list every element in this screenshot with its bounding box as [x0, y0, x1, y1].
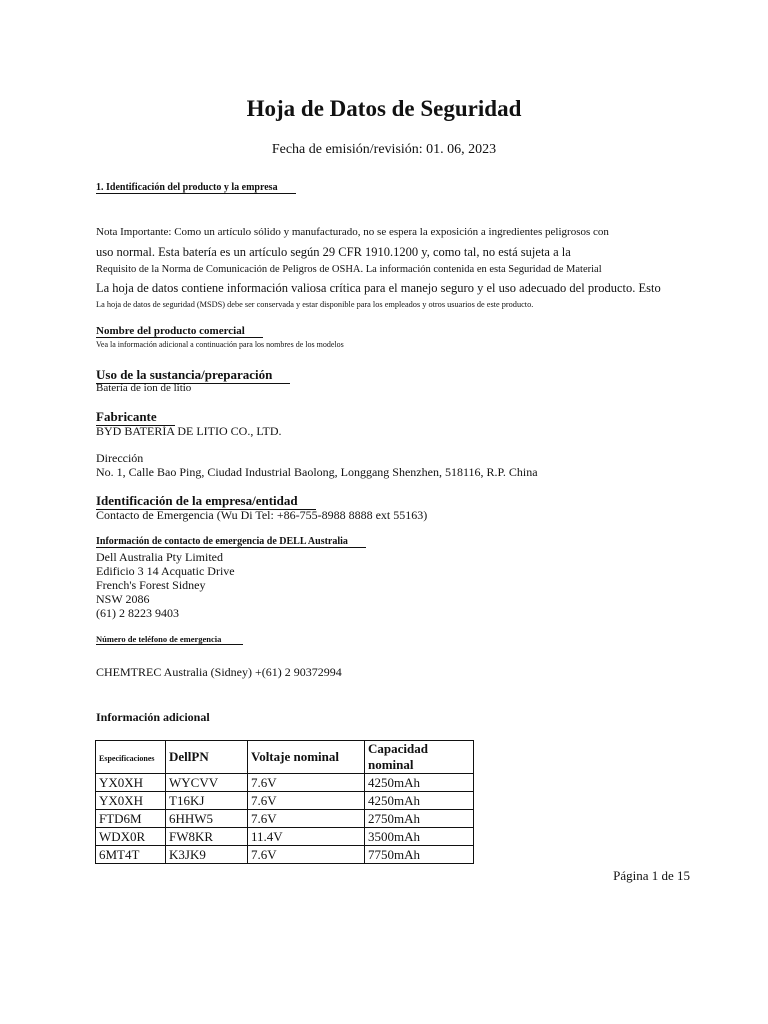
dell-contact-heading: Información de contacto de emergencia de DELL Australia	[96, 536, 366, 548]
dell-contact-line: Edificio 3 14 Acquatic Drive	[96, 564, 235, 578]
table-cell: 7.6V	[248, 846, 365, 864]
table-cell: 4250mAh	[365, 792, 474, 810]
table-row	[96, 828, 474, 846]
table-cell: FW8KR	[166, 828, 248, 846]
table-header: DellPN	[166, 741, 248, 774]
table-row	[96, 774, 474, 792]
additional-info-heading: Información adicional	[96, 710, 210, 724]
section-1-heading: 1. Identificación del producto y la empresa	[96, 182, 296, 194]
table-cell: T16KJ	[166, 792, 248, 810]
table-cell: 7.6V	[248, 792, 365, 810]
manufacturer-name: BYD BATERÍA DE LITIO CO., LTD.	[96, 424, 282, 438]
table-cell: WDX0R	[96, 828, 166, 846]
specifications-table	[95, 740, 474, 864]
address-label: Dirección	[96, 451, 144, 465]
table-row	[96, 810, 474, 828]
product-name-heading: Nombre del producto comercial	[96, 325, 263, 338]
table-cell: K3JK9	[166, 846, 248, 864]
use-heading: Uso de la sustancia/preparación	[96, 367, 290, 384]
dell-contact-line: Dell Australia Pty Limited	[96, 550, 223, 564]
table-cell: 3500mAh	[365, 828, 474, 846]
use-text: Batería de ion de litio	[96, 382, 192, 394]
table-cell: YX0XH	[96, 774, 166, 792]
emergency-phone-heading: Número de teléfono de emergencia	[96, 634, 243, 645]
note-line-1: Nota Importante: Como un artículo sólido y manufacturado, no se espera la exposición a ingredientes peligrosos con	[96, 226, 609, 238]
issue-date: Fecha de emisión/revisión: 01. 06, 2023	[271, 142, 497, 157]
dell-contact-line: French's Forest Sidney	[96, 578, 206, 592]
table-cell: 4250mAh	[365, 774, 474, 792]
document-title: Hoja de Datos de Seguridad	[246, 96, 522, 121]
table-header: Capacidad nominal	[365, 741, 474, 774]
table-row	[96, 846, 474, 864]
manufacturer-heading: Fabricante	[96, 409, 175, 426]
table-cell: 7750mAh	[365, 846, 474, 864]
dell-contact-line: NSW 2086	[96, 592, 150, 606]
table-header: Voltaje nominal	[248, 741, 365, 774]
product-name-text: Vea la información adicional a continuación para los nombres de los modelos	[96, 340, 344, 349]
emergency-phone-text: CHEMTREC Australia (Sidney) +(61) 2 90372994	[96, 665, 342, 679]
table-cell: 2750mAh	[365, 810, 474, 828]
table-cell: 7.6V	[248, 810, 365, 828]
table-cell: WYCVV	[166, 774, 248, 792]
note-line-4: La hoja de datos contiene información valiosa crítica para el manejo seguro y el uso adecuado del producto. Esto	[96, 281, 661, 295]
table-header: Especificaciones	[96, 741, 166, 774]
table-row	[96, 792, 474, 810]
table-cell: 11.4V	[248, 828, 365, 846]
note-line-2: uso normal. Esta batería es un artículo según 29 CFR 1910.1200 y, como tal, no está sujeta a la	[96, 245, 571, 259]
dell-contact-line: (61) 2 8223 9403	[96, 606, 179, 620]
manufacturer-address: No. 1, Calle Bao Ping, Ciudad Industrial Baolong, Longgang Shenzhen, 518116, R.P. China	[96, 465, 538, 479]
table-cell: FTD6M	[96, 810, 166, 828]
note-line-5: La hoja de datos de seguridad (MSDS) debe ser conservada y estar disponible para los empleados y otros usuarios de este producto.	[96, 300, 534, 309]
page-number: Página 1 de 15	[613, 868, 690, 883]
table-cell: YX0XH	[96, 792, 166, 810]
note-line-3: Requisito de la Norma de Comunicación de Peligros de OSHA. La información contenida en esta Seguridad de Material	[96, 264, 602, 275]
table-header-row	[96, 741, 474, 774]
emergency-contact: Contacto de Emergencia (Wu Di Tel: +86-755-8988 8888 ext 55163)	[96, 508, 428, 522]
table-cell: 6HHW5	[166, 810, 248, 828]
table-cell: 6MT4T	[96, 846, 166, 864]
company-heading: Identificación de la empresa/entidad	[96, 493, 316, 510]
table-cell: 7.6V	[248, 774, 365, 792]
